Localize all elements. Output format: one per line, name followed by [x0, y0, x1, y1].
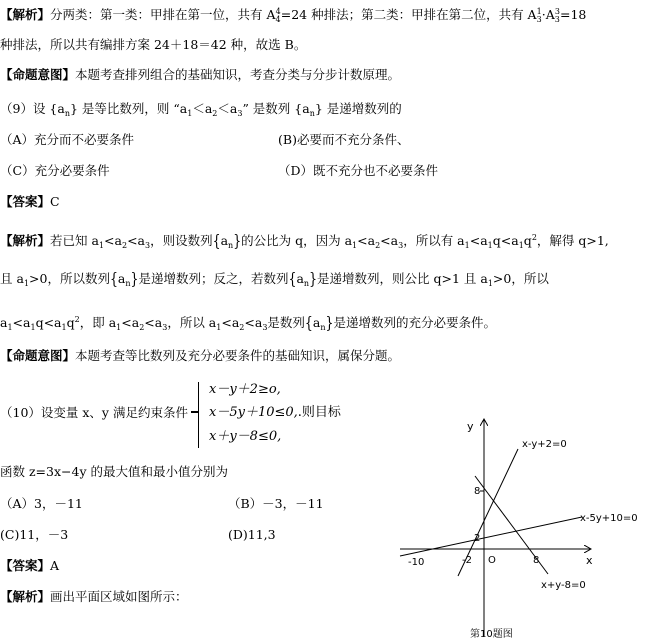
analysis-9-line-1: 【解析】若已知 $a_1<a_2<a_3$，则设数列$\{a_n\}$的公比为 q，因为 $a_1<a_2<a_3$，所以有 $a_1<a_1q<a_1q^2$，解得 q>1, [0, 231, 609, 250]
analysis-10: 【解析】画出平面区域如图所示： [0, 589, 188, 604]
question-9-option-c: （C）充分必要条件 [0, 163, 110, 178]
intent-8: 【命题意图】本题考查排列组合的基础知识，考查分类与分步计数原理。 [0, 67, 401, 82]
question-10-option-b: （B）－3，－11 [228, 496, 324, 511]
question-10-option-c: (C)11，－3 [0, 527, 69, 542]
tick-label-x-8: 8 [533, 555, 540, 566]
answer-10: 【答案】A [0, 558, 60, 573]
label-line-x-plus-y-8: x+y-8=0 [541, 580, 586, 591]
line-x-5y-plus-10 [400, 517, 582, 556]
region-figure [396, 416, 648, 641]
y-axis-label: y [467, 420, 474, 433]
question-9-option-d: （D）既不充分也不必要条件 [278, 163, 439, 178]
question-9-option-b: (B)必要而不充分条件、 [278, 132, 410, 147]
label-line-x-y-plus-2: x-y+2=0 [522, 439, 567, 450]
intent-9: 【命题意图】本题考查等比数列及充分必要条件的基础知识，属保分题。 [0, 348, 401, 363]
constraint-1: x－y＋2≥o, [209, 382, 281, 397]
label-line-x-5y-plus-10: x-5y+10=0 [580, 513, 638, 524]
question-10-option-a: （A）3，－11 [0, 496, 83, 511]
x-axis-label: x [586, 554, 593, 567]
tick-label-x-minus-2: -2 [462, 555, 472, 566]
constraint-2: x－5y＋10≤0,.则目标 [209, 405, 341, 420]
question-10-option-d: (D)11,3 [228, 527, 276, 542]
tick-label-y-8: 8 [474, 486, 481, 497]
question-10-stem-2: 函数 z=3x−4y 的最大值和最小值分别为 [0, 464, 228, 479]
analysis-9-line-3: $a_1<a_1q<a_1q^2$，即 $a_1<a_2<a_3$，所以 $a_1<a_2<a_3$是数列$\{a_n\}$是递增数列的充分必要条件。 [0, 313, 496, 332]
answer-9: 【答案】C [0, 194, 60, 209]
origin-label: O [488, 555, 496, 566]
figure-caption: 第10题图 [470, 629, 513, 640]
analysis-9-line-2: 且 $a_1>0$，所以数列$\{a_n\}$是递增数列；反之，若数列$\{a_n\}$是递增数列，则公比 q>1 且 $a_1>0$，所以 [0, 269, 549, 288]
tick-label-y-2: 2 [474, 533, 481, 544]
constraint-3: x＋y－8≤0, [209, 429, 282, 444]
constraint-system [198, 382, 349, 448]
question-9-stem: （9）设 $\{a_n\}$ 是等比数列，则 “$a_1<a_2<a_3$” 是数列 $\{a_n\}$ 是递增数列的 [0, 101, 402, 118]
analysis-8-line-1: 【解析】分两类：第一类：甲排在第一位，共有 $A_4^4=24$ 种排法；第二类：甲排在第二位，共有 $A_3^1\cdot A_3^3=18$ [0, 7, 587, 24]
question-10-stem: （10）设变量 x、y 满足约束条件 [0, 405, 188, 420]
question-9-option-a: （A）充分而不必要条件 [0, 132, 135, 147]
tick-label-x-minus-10: -10 [408, 557, 425, 568]
analysis-8-line-2: 种排法，所以共有编排方案 24＋18＝42 种，故选 B。 [0, 37, 307, 52]
